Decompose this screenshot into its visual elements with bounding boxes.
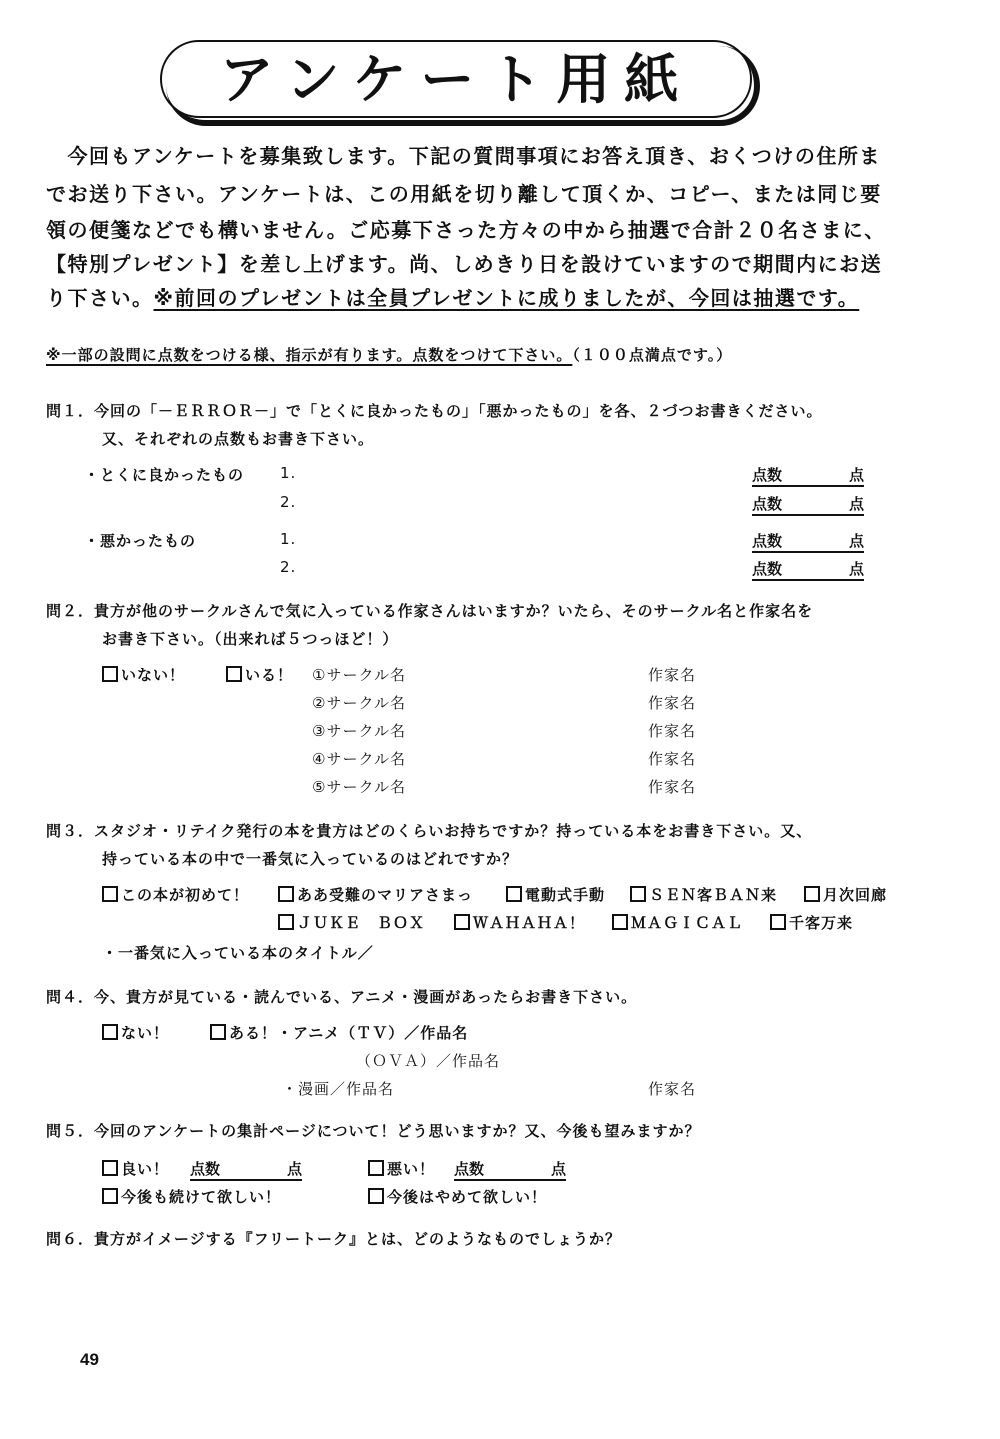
intro-line-3: 領の便箋などでも構いません。ご応募下さった方々の中から抽選で合計２０名さまに、: [46, 218, 886, 242]
q2-line-2: お書き下さい。（出来れば５つっほど！）: [102, 630, 399, 648]
q3-option-dendou[interactable]: 電動式手動: [506, 884, 605, 905]
checkbox[interactable]: [102, 1024, 118, 1040]
q2-author-3: 作家名: [648, 722, 697, 740]
q1-bad-1-score[interactable]: 点数 点: [752, 530, 864, 553]
q5-number: 問５．: [46, 1122, 95, 1140]
q3-option-maria[interactable]: ああ受難のマリアさまっ: [278, 884, 473, 905]
q5-text-1: 今回のアンケートの集計ページについて！どう思いますか？又、今後も望みますか？: [94, 1122, 701, 1140]
checkbox[interactable]: [804, 886, 820, 902]
checkbox[interactable]: [102, 666, 118, 682]
q1-text-1: 今回の「－ＥＲＲＯＲ－」で「とくに良かったもの」「悪かったもの」を各、２づつお書きください。: [94, 402, 823, 420]
intro-line-5: [46, 282, 859, 311]
q1-number: 問１．: [46, 402, 95, 420]
q1-good-1-score[interactable]: 点数 点: [752, 464, 864, 487]
q4-ova-title: （ＯＶＡ）／作品名: [356, 1052, 501, 1070]
scoring-note-max: （１００点満点です。）: [572, 346, 733, 364]
q2-text-1: 貴方が他のサークルさんで気に入っている作家さんはいますか？いたら、そのサークル名と作家名を: [94, 602, 814, 620]
q6-number: 問６．: [46, 1230, 95, 1248]
q6-line-1: [46, 1228, 621, 1249]
q1-bad-2-score[interactable]: 点数 点: [752, 558, 864, 581]
q2-no-option[interactable]: いない！: [102, 664, 185, 685]
q4-manga-title: ・漫画／作品名: [282, 1080, 395, 1098]
checkbox[interactable]: [368, 1188, 384, 1204]
q3-option-senkyaku-banrai[interactable]: ＳＥＮ客ＢＡＮ来: [630, 884, 777, 905]
checkbox[interactable]: [506, 886, 522, 902]
q3-line-1: [46, 820, 812, 841]
intro-line-2: でお送り下さい。アンケートは、この用紙を切り離して頂くか、コピー、または同じ要: [46, 182, 882, 206]
checkbox[interactable]: [210, 1024, 226, 1040]
q1-bad-2: 2.: [280, 558, 297, 576]
q4-yes-option[interactable]: ある！・アニメ（ＴＶ）／作品名: [210, 1022, 468, 1043]
checkbox[interactable]: [102, 886, 118, 902]
intro-line-5-text: り下さい。: [46, 286, 154, 310]
q2-author-5: 作家名: [648, 778, 697, 796]
q3-option-senkyaku-banrai-2[interactable]: 千客万来: [770, 912, 853, 933]
intro-line-1: 今回もアンケートを募集致します。下記の質問事項にお答え頂き、おくつけの住所ま: [46, 144, 881, 168]
q1-line-1: [46, 400, 823, 421]
page-title: アンケート用紙: [219, 47, 693, 111]
q2-number: 問２．: [46, 602, 95, 620]
q3-option-first-time[interactable]: この本が初めて！: [102, 884, 249, 905]
q4-number: 問４．: [46, 988, 95, 1006]
q5-bad-option[interactable]: 悪い！: [368, 1158, 435, 1179]
q2-circle-1: ①サークル名: [312, 666, 406, 684]
q3-number: 問３．: [46, 822, 95, 840]
q5-continue-option[interactable]: 今後も続けて欲しい！: [102, 1186, 281, 1207]
q2-author-4: 作家名: [648, 750, 697, 768]
checkbox[interactable]: [770, 914, 786, 930]
q2-author-1: 作家名: [648, 666, 697, 684]
q1-good-label: ・とくに良かったもの: [84, 466, 245, 484]
q1-bad-label: ・悪かったもの: [84, 532, 197, 550]
q1-good-2: 2.: [280, 493, 297, 511]
q5-good-score[interactable]: 点数 点: [190, 1158, 302, 1181]
intro-lottery-notice: ※前回のプレゼントは全員プレゼントに成りましたが、今回は抽選です。: [153, 286, 860, 310]
q1-bad-1: 1.: [280, 530, 297, 548]
q2-yes-option[interactable]: いる！: [226, 664, 293, 685]
q2-circle-4: ④サークル名: [312, 750, 406, 768]
checkbox[interactable]: [102, 1188, 118, 1204]
q6-text-1: 貴方がイメージする『フリートーク』とは、どのようなものでしょうか？: [94, 1230, 621, 1248]
q4-text-1: 今、貴方が見ている・読んでいる、アニメ・漫画があったらお書き下さい。: [94, 988, 638, 1006]
q2-circle-2: ②サークル名: [312, 694, 406, 712]
checkbox[interactable]: [454, 914, 470, 930]
checkbox[interactable]: [612, 914, 628, 930]
q5-good-option[interactable]: 良い！: [102, 1158, 169, 1179]
checkbox[interactable]: [278, 886, 294, 902]
intro-line-4: 【特別プレゼント】を差し上げます。尚、しめきり日を設けていますので期間内にお送: [46, 252, 883, 276]
scoring-note: [46, 344, 732, 365]
q3-option-getsuji-kairou[interactable]: 月次回廊: [804, 884, 887, 905]
q3-text-1: スタジオ・リテイク発行の本を貴方はどのくらいお持ちですか？持っている本をお書き下さい。又、: [94, 822, 813, 840]
q5-bad-score[interactable]: 点数 点: [454, 1158, 566, 1181]
q3-option-wahaha[interactable]: ＷＡＨＡＨＡ！: [454, 912, 585, 933]
q3-option-juke-box[interactable]: ＪＵＫＥ ＢＯＸ: [278, 912, 425, 933]
checkbox[interactable]: [102, 1160, 118, 1176]
q2-author-2: 作家名: [648, 694, 697, 712]
page-number: 49: [80, 1350, 99, 1369]
q2-circle-5: ⑤サークル名: [312, 778, 406, 796]
q5-stop-option[interactable]: 今後はやめて欲しい！: [368, 1186, 547, 1207]
checkbox[interactable]: [368, 1160, 384, 1176]
q2-circle-3: ③サークル名: [312, 722, 406, 740]
q3-favorite-title: ・一番気に入っている本のタイトル／: [102, 944, 374, 962]
q2-line-1: [46, 600, 813, 621]
checkbox[interactable]: [226, 666, 242, 682]
q3-option-magical[interactable]: ＭＡＧＩＣＡＬ: [612, 912, 743, 933]
q4-line-1: [46, 986, 637, 1007]
checkbox[interactable]: [278, 914, 294, 930]
q1-good-2-score[interactable]: 点数 点: [752, 493, 864, 516]
q3-line-2: 持っている本の中で一番気に入っているのはどれですか？: [102, 850, 519, 868]
checkbox[interactable]: [630, 886, 646, 902]
q1-line-2: 又、それぞれの点数もお書き下さい。: [102, 430, 375, 448]
q4-no-option[interactable]: ない！: [102, 1022, 169, 1043]
scoring-note-text: ※一部の設問に点数をつける様、指示が有ります。点数をつけて下さい。: [46, 346, 573, 364]
q4-manga-author: 作家名: [648, 1080, 697, 1098]
q1-good-1: 1.: [280, 464, 297, 482]
q5-line-1: [46, 1120, 701, 1141]
